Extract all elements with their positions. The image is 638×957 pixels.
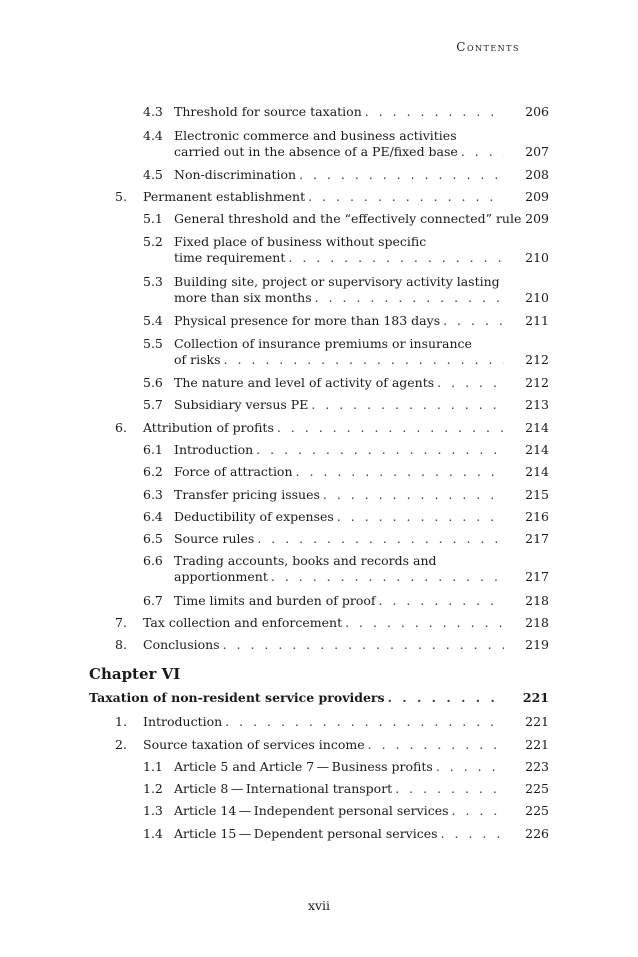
dot-leader: [452, 803, 504, 819]
toc-entry-number: 1.3: [143, 803, 163, 818]
dot-leader: [337, 509, 504, 525]
toc-entry-title: Article 8 — International transport: [174, 781, 393, 796]
toc-entry-title: Collection of insurance premiums or insurance: [174, 336, 472, 351]
toc-entry-page: 225: [525, 781, 549, 796]
toc-entry-page: 214: [525, 420, 549, 435]
toc-entry-title: Article 14 — Independent personal services: [174, 803, 449, 818]
toc-entry-number: 5.2: [143, 234, 163, 249]
dot-leader: [288, 250, 504, 266]
toc-entry-title: Source rules: [174, 531, 255, 546]
toc-entry-number: 1.4: [143, 826, 163, 841]
dot-leader: [256, 442, 504, 458]
toc-entry-title: Building site, project or supervisory activity lasting: [174, 274, 500, 289]
toc-entry-number: 1.: [115, 714, 127, 729]
dot-leader: [308, 189, 504, 205]
toc-entry-title: Taxation of non-resident service providers: [89, 690, 385, 705]
toc-entry-number: 5.1: [143, 211, 163, 226]
dot-leader: [299, 167, 504, 183]
toc-entry-title: Trading accounts, books and records and: [174, 553, 437, 568]
toc-entry-title: more than six months: [174, 290, 312, 305]
dot-leader: [315, 290, 504, 306]
dot-leader: [223, 637, 504, 653]
toc-entry-number: 7.: [115, 615, 127, 630]
dot-leader: [311, 397, 504, 413]
toc-entry-number: 5.5: [143, 336, 163, 351]
toc-entry-page: 215: [525, 487, 549, 502]
dot-leader: [225, 714, 504, 730]
dot-leader: [257, 531, 504, 547]
toc-entry-page: 218: [525, 593, 549, 608]
dot-leader: [345, 615, 504, 631]
running-header: Contents: [456, 40, 520, 54]
toc-entry-page: 223: [525, 759, 549, 774]
dot-leader: [443, 313, 504, 329]
toc-entry-title: Fixed place of business without specific: [174, 234, 427, 249]
toc-entry-page: 207: [525, 144, 549, 159]
dot-leader: [436, 759, 504, 775]
toc-entry-page: 209: [525, 189, 549, 204]
toc-entry-number: 5.7: [143, 397, 163, 412]
toc-entry-number: 5.3: [143, 274, 163, 289]
toc-entry-title: Source taxation of services income: [143, 737, 365, 752]
dot-leader: [296, 464, 504, 480]
toc-entry-title: of risks: [174, 352, 221, 367]
toc-entry-number: 6.7: [143, 593, 163, 608]
dot-leader: [368, 737, 504, 753]
toc-entry-page: 218: [525, 615, 549, 630]
toc-entry-number: 6.4: [143, 509, 163, 524]
toc-entry-number: 5.: [115, 189, 127, 204]
dot-leader: [277, 420, 504, 436]
page-number: xvii: [307, 898, 331, 913]
dot-leader: [388, 690, 504, 706]
toc-entry-number: 6.: [115, 420, 127, 435]
toc-entry-title: Physical presence for more than 183 days: [174, 313, 441, 328]
dot-leader: [441, 826, 504, 842]
dot-leader: [437, 375, 504, 391]
toc-entry-number: 5.4: [143, 313, 163, 328]
toc-entry-number: 6.6: [143, 553, 163, 568]
toc-entry-page: 213: [525, 397, 549, 412]
toc-entry-number: 8.: [115, 637, 127, 652]
toc-entry-title: Introduction: [143, 714, 223, 729]
chapter-heading: Chapter VI: [89, 665, 181, 683]
toc-entry-title: The nature and level of activity of agents: [174, 375, 435, 390]
toc-entry-page: 206: [525, 104, 549, 119]
toc-entry-title: time requirement: [174, 250, 286, 265]
toc-entry-number: 6.2: [143, 464, 163, 479]
toc-entry-page: 210: [525, 250, 549, 265]
dot-leader: [271, 569, 504, 585]
toc-entry-page: 221: [522, 690, 549, 705]
toc-entry-page: 221: [525, 737, 549, 752]
toc-entry-title: Force of attraction: [174, 464, 293, 479]
toc-entry-title: Permanent establishment: [143, 189, 306, 204]
toc-entry-title: Introduction: [174, 442, 254, 457]
toc-entry-title: carried out in the absence of a PE/fixed base: [174, 144, 458, 159]
toc-entry-title: Tax collection and enforcement: [143, 615, 343, 630]
toc-entry-number: 5.6: [143, 375, 163, 390]
toc-entry-number: 4.5: [143, 167, 163, 182]
toc-entry-page: 214: [525, 464, 549, 479]
toc-entry-title: Article 5 and Article 7 — Business profits: [174, 759, 433, 774]
toc-entry-page: 211: [525, 313, 549, 328]
toc-entry-page: 225: [525, 803, 549, 818]
toc-entry-number: 1.1: [143, 759, 163, 774]
dot-leader: [461, 144, 504, 160]
dot-leader: [395, 781, 504, 797]
toc-entry-page: 208: [525, 167, 549, 182]
toc-entry-title: Electronic commerce and business activities: [174, 128, 457, 143]
toc-entry-title: Deductibility of expenses: [174, 509, 334, 524]
toc-entry-number: 6.3: [143, 487, 163, 502]
toc-entry-number: 1.2: [143, 781, 163, 796]
toc-entry-page: 221: [525, 714, 549, 729]
dot-leader: [379, 593, 504, 609]
dot-leader: [224, 352, 504, 368]
toc-entry-title: Attribution of profits: [143, 420, 274, 435]
toc-entry-page: 219: [525, 637, 549, 652]
toc-entry-title: Transfer pricing issues: [174, 487, 320, 502]
toc-entry-title: Time limits and burden of proof: [174, 593, 376, 608]
toc-entry-title: Threshold for source taxation: [174, 104, 362, 119]
toc-entry-title: Article 15 — Dependent personal services: [174, 826, 438, 841]
toc-entry-title: General threshold and the “effectively connected” rule: [174, 211, 522, 226]
dot-leader: [365, 104, 504, 120]
toc-entry-number: 6.5: [143, 531, 163, 546]
toc-entry-title: apportionment: [174, 569, 268, 584]
toc-entry-title: Non-discrimination: [174, 167, 297, 182]
dot-leader: [323, 487, 504, 503]
toc-entry-page: 216: [525, 509, 549, 524]
toc-entry-number: 4.4: [143, 128, 163, 143]
toc-entry-page: 214: [525, 442, 549, 457]
toc-entry-page: 212: [525, 375, 549, 390]
toc-entry-page: 217: [525, 531, 549, 546]
toc-entry-title: Conclusions: [143, 637, 220, 652]
toc-entry-number: 4.3: [143, 104, 163, 119]
toc-entry-number: 2.: [115, 737, 127, 752]
toc-entry-page: 217: [525, 569, 549, 584]
toc-entry-title: Subsidiary versus PE: [174, 397, 309, 412]
toc-entry-number: 6.1: [143, 442, 163, 457]
toc-entry-page: 226: [525, 826, 549, 841]
toc-entry-page: 210: [525, 290, 549, 305]
toc-entry-page: 209: [525, 211, 549, 226]
toc-entry-page: 212: [525, 352, 549, 367]
